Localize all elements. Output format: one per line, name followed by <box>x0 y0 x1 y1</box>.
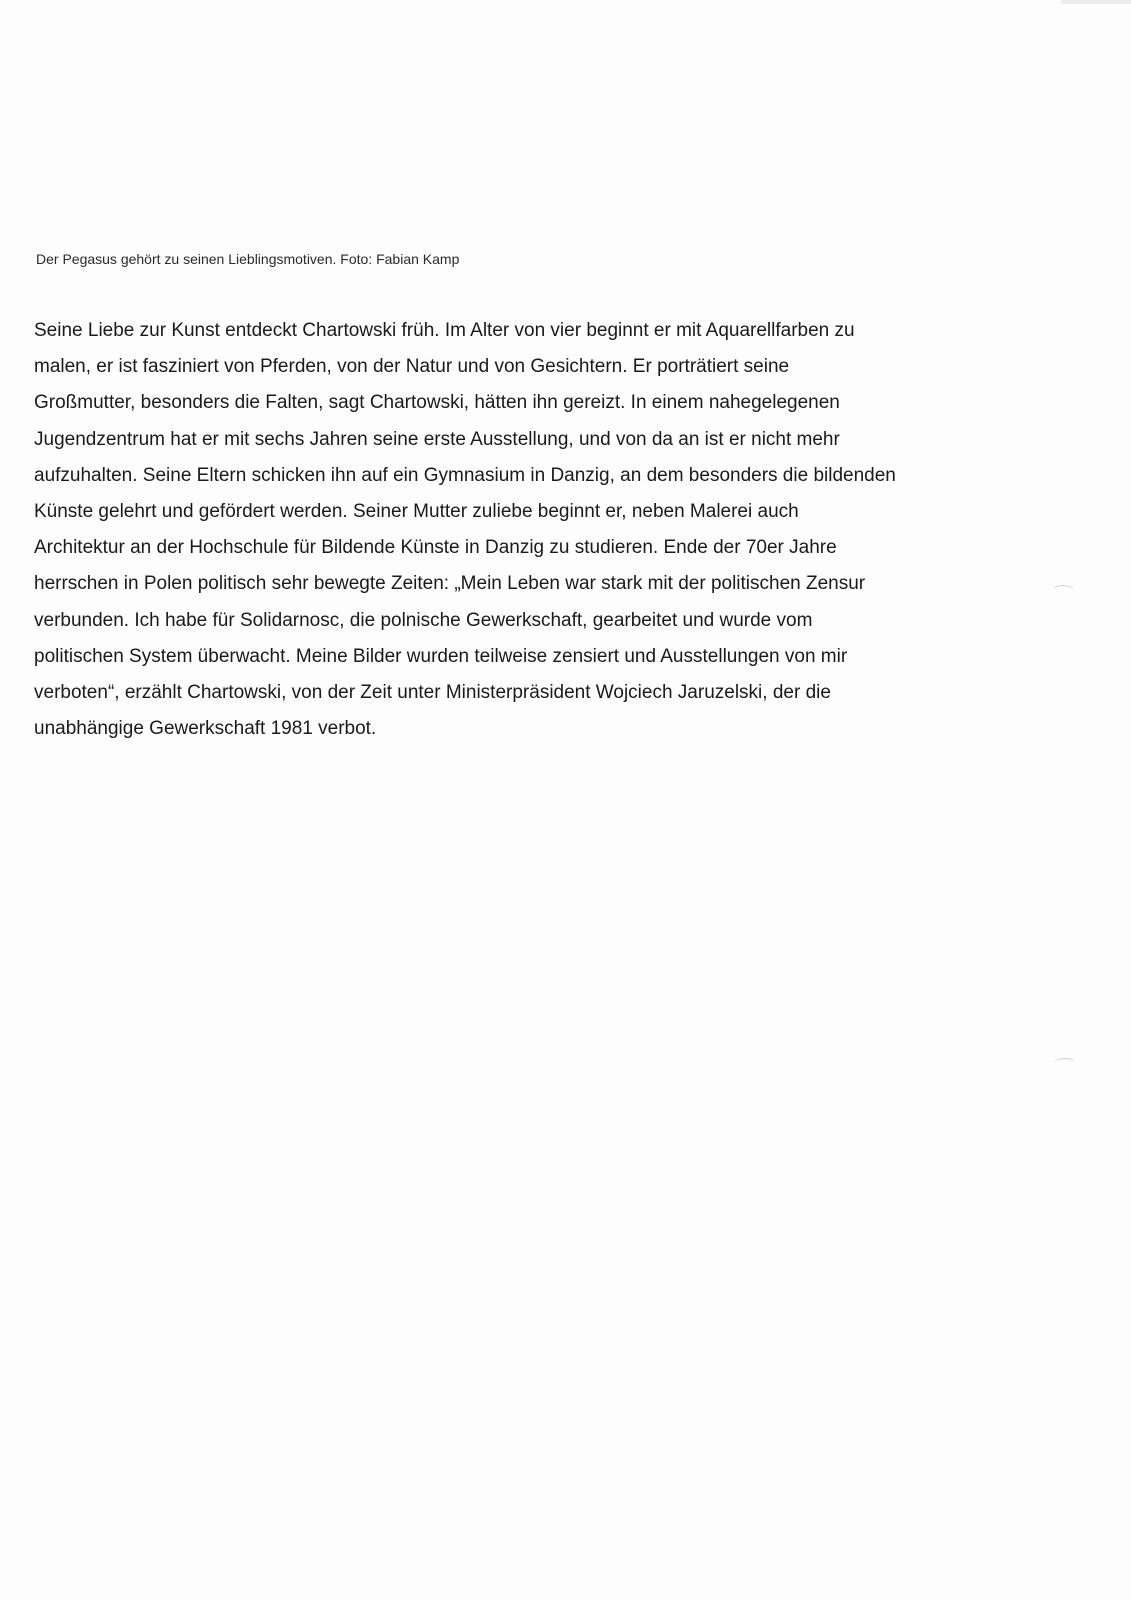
paragraph-line: herrschen in Polen politisch sehr bewegte Zeiten: „Mein Leben war stark mit der politischen Zensur <box>34 573 866 595</box>
paragraph-line: Künste gelehrt und gefördert werden. Seiner Mutter zuliebe beginnt er, neben Malerei auch <box>34 501 799 523</box>
paragraph-line: unabhängige Gewerkschaft 1981 verbot. <box>34 718 377 740</box>
paragraph-line: politischen System überwacht. Meine Bilder wurden teilweise zensiert und Ausstellungen von mir <box>34 645 848 667</box>
paragraph-line: aufzuhalten. Seine Eltern schicken ihn auf ein Gymnasium in Danzig, an dem besonders die bildenden <box>34 464 896 486</box>
paragraph-line: Jugendzentrum hat er mit sechs Jahren seine erste Ausstellung, und von da an ist er nicht mehr <box>34 428 840 450</box>
scan-artifact <box>1054 1058 1076 1069</box>
paragraph-line: malen, er ist fasziniert von Pferden, von der Natur und von Gesichtern. Er porträtiert seine <box>34 356 790 378</box>
paragraph-line: verbunden. Ich habe für Solidarnosc, die polnische Gewerkschaft, gearbeitet und wurde vom <box>34 609 813 631</box>
scan-edge <box>1061 0 1131 4</box>
paragraph-line: Seine Liebe zur Kunst entdeckt Chartowski früh. Im Alter von vier beginnt er mit Aquarellfarben zu <box>34 320 855 341</box>
article-paragraph <box>34 313 1094 747</box>
paragraph-line: verboten“, erzählt Chartowski, von der Zeit unter Ministerpräsident Wojciech Jaruzelski, der die <box>34 682 831 704</box>
photo-caption: Der Pegasus gehört zu seinen Lieblingsmotiven. Foto: Fabian Kamp <box>36 251 460 267</box>
paragraph-line: Architektur an der Hochschule für Bildende Künste in Danzig zu studieren. Ende der 70er Jahre <box>34 537 837 559</box>
scan-artifact <box>1052 585 1074 596</box>
paragraph-line: Großmutter, besonders die Falten, sagt Chartowski, hätten ihn gereizt. In einem nahegelegenen <box>34 392 840 414</box>
